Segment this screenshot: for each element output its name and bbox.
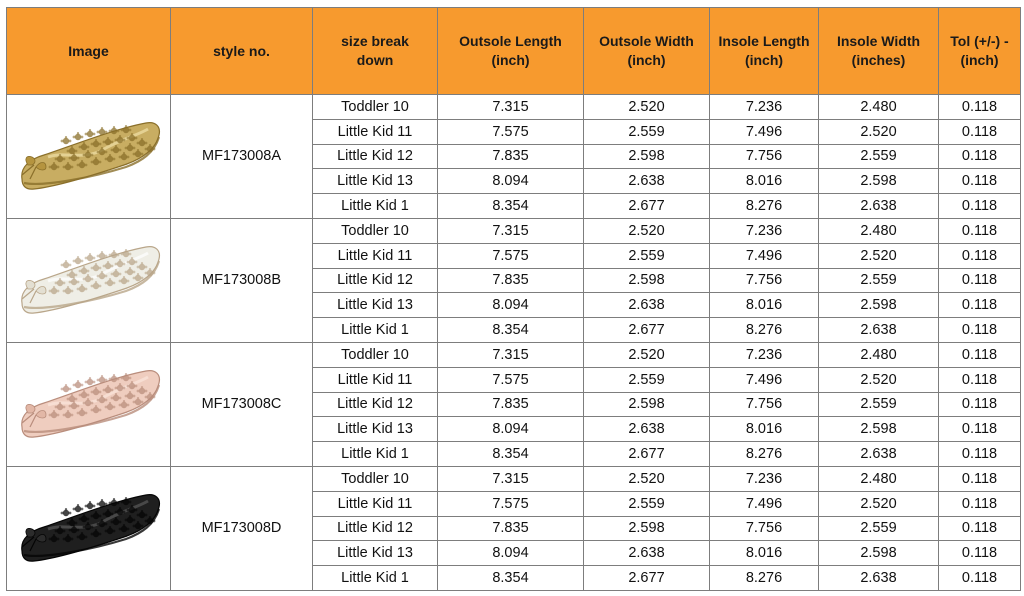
table-row: [7, 95, 1021, 120]
cell-outsole-length: 7.835: [438, 268, 584, 293]
cell-outsole-width: 2.520: [584, 466, 710, 491]
cell-tol: 0.118: [939, 268, 1021, 293]
cell-size: Little Kid 1: [313, 442, 438, 467]
cell-tol: 0.118: [939, 318, 1021, 343]
header-size: size break down: [313, 8, 438, 95]
table-row: [7, 342, 1021, 367]
cell-outsole-width: 2.638: [584, 541, 710, 566]
cell-insole-length: 8.016: [710, 169, 819, 194]
cell-size: Little Kid 1: [313, 194, 438, 219]
cell-size: Little Kid 13: [313, 169, 438, 194]
cell-outsole-width: 2.677: [584, 194, 710, 219]
cell-outsole-length: 7.315: [438, 466, 584, 491]
size-spec-table: [6, 7, 1021, 591]
cell-outsole-width: 2.677: [584, 566, 710, 591]
cell-insole-length: 7.236: [710, 342, 819, 367]
cell-tol: 0.118: [939, 95, 1021, 120]
cell-tol: 0.118: [939, 293, 1021, 318]
ballet-flat-icon: [14, 473, 164, 583]
cell-insole-length: 7.496: [710, 243, 819, 268]
cell-size: Little Kid 11: [313, 491, 438, 516]
cell-size: Little Kid 12: [313, 144, 438, 169]
cell-insole-width: 2.598: [819, 169, 939, 194]
table-row: [7, 218, 1021, 243]
cell-size: Little Kid 1: [313, 566, 438, 591]
cell-outsole-width: 2.677: [584, 442, 710, 467]
header-outsole-length: Outsole Length (inch): [438, 8, 584, 95]
cell-size: Little Kid 12: [313, 516, 438, 541]
cell-insole-length: 7.496: [710, 367, 819, 392]
cell-outsole-length: 8.094: [438, 417, 584, 442]
cell-insole-width: 2.559: [819, 392, 939, 417]
cell-outsole-length: 7.575: [438, 243, 584, 268]
cell-insole-length: 8.276: [710, 318, 819, 343]
cell-insole-length: 8.276: [710, 194, 819, 219]
cell-insole-length: 7.496: [710, 119, 819, 144]
cell-size: Little Kid 12: [313, 392, 438, 417]
cell-tol: 0.118: [939, 367, 1021, 392]
header-insole-width: Insole Width (inches): [819, 8, 939, 95]
cell-insole-length: 7.756: [710, 144, 819, 169]
header-tolerance: Tol (+/-) - (inch): [939, 8, 1021, 95]
cell-insole-length: 7.236: [710, 218, 819, 243]
cell-tol: 0.118: [939, 442, 1021, 467]
cell-outsole-width: 2.598: [584, 144, 710, 169]
cell-insole-length: 8.276: [710, 566, 819, 591]
ballet-flat-icon: [14, 349, 164, 459]
cell-outsole-width: 2.598: [584, 268, 710, 293]
cell-size: Little Kid 13: [313, 541, 438, 566]
cell-outsole-width: 2.598: [584, 392, 710, 417]
cell-outsole-width: 2.598: [584, 516, 710, 541]
cell-tol: 0.118: [939, 491, 1021, 516]
ballet-flat-icon: [14, 101, 164, 211]
cell-tol: 0.118: [939, 516, 1021, 541]
cell-insole-length: 7.236: [710, 466, 819, 491]
cell-outsole-length: 8.354: [438, 442, 584, 467]
cell-insole-width: 2.520: [819, 119, 939, 144]
header-outsole-width: Outsole Width (inch): [584, 8, 710, 95]
cell-insole-width: 2.520: [819, 491, 939, 516]
cell-insole-length: 7.756: [710, 392, 819, 417]
cell-size: Toddler 10: [313, 218, 438, 243]
cell-outsole-length: 7.315: [438, 218, 584, 243]
cell-size: Little Kid 11: [313, 243, 438, 268]
cell-outsole-length: 7.835: [438, 516, 584, 541]
cell-tol: 0.118: [939, 392, 1021, 417]
header-style-no: style no.: [171, 8, 313, 95]
style-number: MF173008C: [171, 342, 313, 466]
cell-insole-width: 2.480: [819, 218, 939, 243]
cell-insole-width: 2.520: [819, 367, 939, 392]
cell-size: Toddler 10: [313, 466, 438, 491]
style-number: MF173008D: [171, 466, 313, 590]
cell-outsole-length: 8.094: [438, 541, 584, 566]
cell-insole-length: 8.016: [710, 541, 819, 566]
cell-insole-length: 7.236: [710, 95, 819, 120]
cell-size: Little Kid 11: [313, 119, 438, 144]
cell-outsole-length: 8.354: [438, 194, 584, 219]
cell-insole-width: 2.480: [819, 95, 939, 120]
cell-outsole-length: 7.835: [438, 144, 584, 169]
cell-insole-width: 2.559: [819, 516, 939, 541]
cell-insole-width: 2.598: [819, 417, 939, 442]
shoe-image-gold: [7, 95, 171, 219]
style-number: MF173008B: [171, 218, 313, 342]
cell-insole-width: 2.638: [819, 566, 939, 591]
header-row: [7, 8, 1021, 95]
cell-insole-length: 8.016: [710, 417, 819, 442]
cell-insole-length: 7.756: [710, 268, 819, 293]
cell-insole-width: 2.638: [819, 194, 939, 219]
cell-size: Little Kid 1: [313, 318, 438, 343]
cell-outsole-length: 7.315: [438, 95, 584, 120]
cell-insole-width: 2.638: [819, 318, 939, 343]
cell-size: Little Kid 13: [313, 417, 438, 442]
cell-outsole-width: 2.520: [584, 95, 710, 120]
cell-tol: 0.118: [939, 417, 1021, 442]
cell-outsole-width: 2.677: [584, 318, 710, 343]
cell-insole-length: 8.016: [710, 293, 819, 318]
cell-insole-width: 2.559: [819, 268, 939, 293]
cell-insole-length: 7.756: [710, 516, 819, 541]
cell-tol: 0.118: [939, 169, 1021, 194]
cell-outsole-length: 7.315: [438, 342, 584, 367]
cell-outsole-length: 8.094: [438, 293, 584, 318]
cell-insole-length: 7.496: [710, 491, 819, 516]
cell-insole-width: 2.480: [819, 466, 939, 491]
cell-outsole-length: 7.575: [438, 119, 584, 144]
shoe-image-black: [7, 466, 171, 590]
cell-tol: 0.118: [939, 218, 1021, 243]
cell-tol: 0.118: [939, 119, 1021, 144]
cell-outsole-width: 2.559: [584, 491, 710, 516]
shoe-image-white: [7, 218, 171, 342]
cell-tol: 0.118: [939, 194, 1021, 219]
cell-outsole-length: 7.575: [438, 491, 584, 516]
cell-tol: 0.118: [939, 566, 1021, 591]
cell-insole-width: 2.520: [819, 243, 939, 268]
cell-insole-width: 2.638: [819, 442, 939, 467]
cell-outsole-width: 2.559: [584, 243, 710, 268]
cell-insole-width: 2.598: [819, 293, 939, 318]
style-number: MF173008A: [171, 95, 313, 219]
table-row: [7, 466, 1021, 491]
header-insole-length: Insole Length (inch): [710, 8, 819, 95]
cell-outsole-length: 8.354: [438, 318, 584, 343]
cell-outsole-width: 2.638: [584, 417, 710, 442]
cell-outsole-length: 8.354: [438, 566, 584, 591]
cell-outsole-width: 2.559: [584, 367, 710, 392]
cell-tol: 0.118: [939, 466, 1021, 491]
cell-outsole-length: 7.575: [438, 367, 584, 392]
cell-outsole-width: 2.520: [584, 218, 710, 243]
cell-outsole-width: 2.638: [584, 169, 710, 194]
cell-size: Little Kid 12: [313, 268, 438, 293]
ballet-flat-icon: [14, 225, 164, 335]
cell-insole-width: 2.598: [819, 541, 939, 566]
cell-outsole-width: 2.520: [584, 342, 710, 367]
cell-outsole-width: 2.559: [584, 119, 710, 144]
cell-insole-width: 2.559: [819, 144, 939, 169]
cell-size: Toddler 10: [313, 342, 438, 367]
cell-outsole-length: 7.835: [438, 392, 584, 417]
cell-outsole-width: 2.638: [584, 293, 710, 318]
cell-outsole-length: 8.094: [438, 169, 584, 194]
cell-size: Little Kid 11: [313, 367, 438, 392]
cell-insole-length: 8.276: [710, 442, 819, 467]
cell-tol: 0.118: [939, 243, 1021, 268]
cell-tol: 0.118: [939, 541, 1021, 566]
cell-tol: 0.118: [939, 144, 1021, 169]
cell-size: Little Kid 13: [313, 293, 438, 318]
cell-tol: 0.118: [939, 342, 1021, 367]
header-image: Image: [7, 8, 171, 95]
cell-insole-width: 2.480: [819, 342, 939, 367]
shoe-image-pink: [7, 342, 171, 466]
cell-size: Toddler 10: [313, 95, 438, 120]
